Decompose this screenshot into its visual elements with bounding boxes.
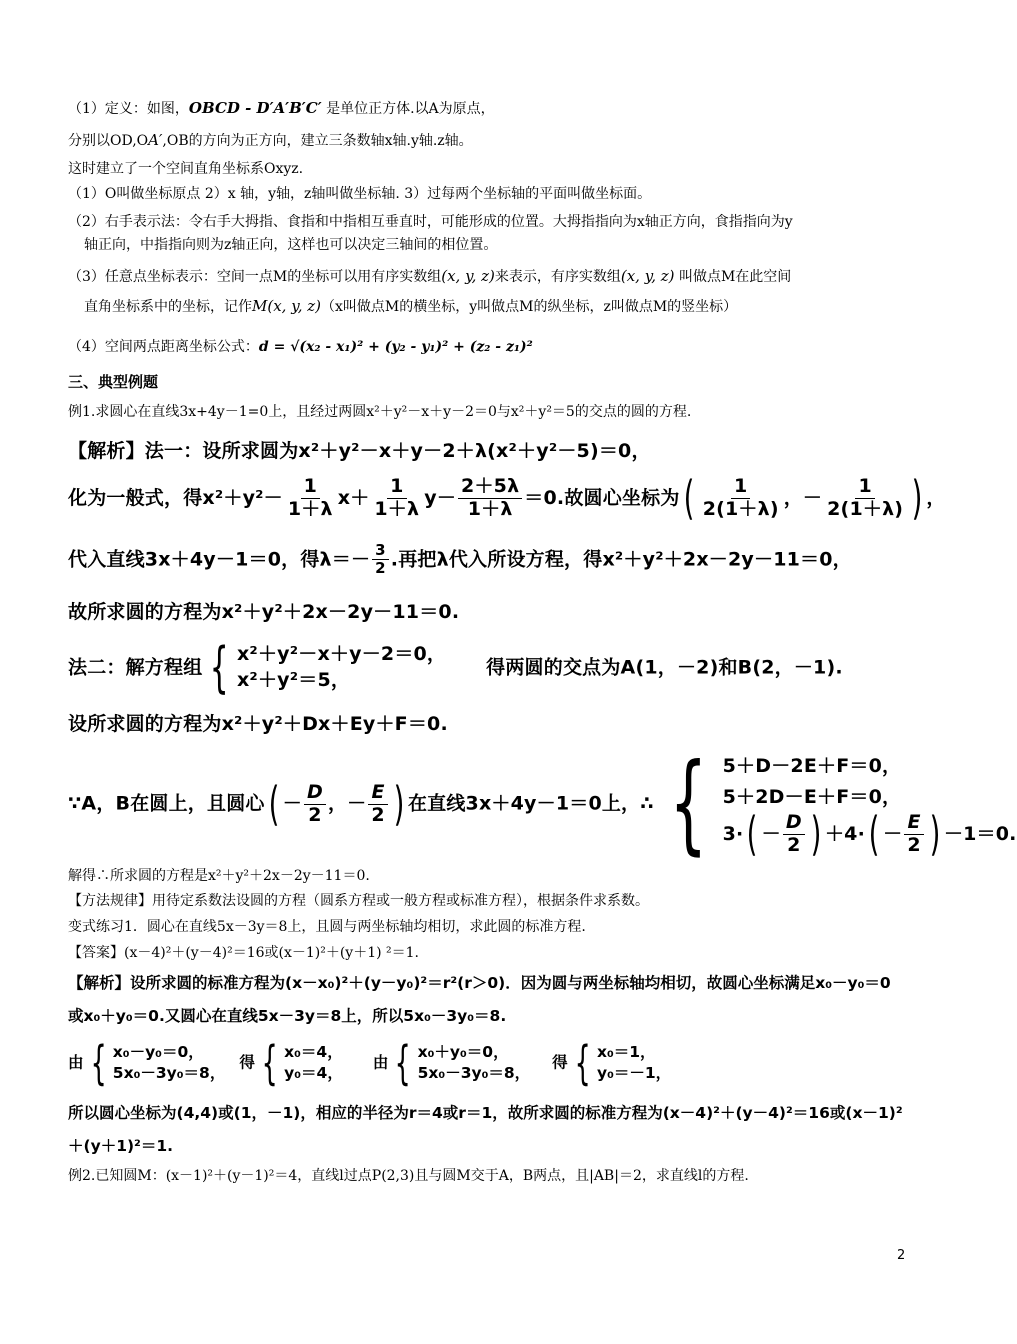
- equation-system: x₀＝1， y₀＝－1，: [596, 1043, 672, 1082]
- equation-system: 5＋D－2E＋F＝0， 5＋2D－E＋F＝0， 3·( － $\frac{D}{2}$ ) ＋4·( － $\frac{E}{2}$ ) －1＝0.: [722, 755, 1017, 862]
- ex1-solution-line-7: ∵A，B在圆上，且圆心( － $\frac{D}{2}$ ，－ $\frac{E}{2}$ ) 在直线3x＋4y－1＝0上，∴ { 5＋D－2E＋F＝0， 5＋2D－E＋F＝0， 3·( － $\frac{D}{2}$ ) ＋4·( － $\frac{E}{2}$ ) －1＝0.: [68, 741, 1017, 866]
- equation-system: x²＋y²－x＋y－2＝0， x²＋y²＝5，: [236, 643, 447, 691]
- example-2-question: 例2.已知圆M：(x－1)²＋(y－1)²＝4，直线l过点P(2,3)且与圆M交于A，B两点，且|AB|＝2，求直线l的方程.: [68, 1168, 749, 1184]
- variant-1-solution-line-2: 或x₀＋y₀＝0.又圆心在直线5x－3y＝8上，所以5x₀－3y₀＝8.: [68, 1007, 507, 1025]
- left-brace: {: [261, 1036, 278, 1090]
- fraction: $\frac{D}{2}$: [304, 782, 326, 827]
- fraction: $\frac{1}{1+\lambda}$: [287, 475, 333, 520]
- definition-line-3: 这时建立了一个空间直角坐标系Oxyz.: [68, 161, 304, 177]
- left-brace: {: [210, 636, 230, 699]
- equation-system: x₀＋y₀＝0， 5x₀－3y₀＝8，: [417, 1043, 531, 1082]
- variant-1-solution-line-3: 所以圆心坐标为(4,4)或(1，－1)，相应的半径为r＝4或r＝1，故所求圆的标准方程为(x－4)²＋(y－4)²＝16或(x－1)²: [68, 1104, 903, 1122]
- ex1-solution-line-1: 【解析】法一：设所求圆为x²＋y²－x＋y－2＋λ(x²＋y²－5)＝0，: [68, 440, 651, 462]
- left-brace: {: [394, 1036, 412, 1090]
- definition-line-4: （1）O叫做坐标原点 2）x 轴，y轴，z轴叫做坐标轴. 3）过每两个坐标轴的平面叫做坐标面。: [68, 186, 652, 202]
- ex1-solution-line-2: 化为一般式，得x²＋y²－ $\frac{1}{1+\lambda}$ x＋ $\frac{1}{1+\lambda}$ y－ $\frac{2+5\lambda}{1+\lambda}$ ＝0.故圆心坐标为( $\frac{1}{2(1+\lambda)}$ ，－ $\frac{1}{2(1+\lambda)}$ ) ，: [68, 471, 946, 526]
- definition-line-6: 轴正向，中指指向则为z轴正向，这样也可以决定三轴间的相位置。: [84, 237, 498, 253]
- ex1-solution-line-3: 代入直线3x＋4y－1＝0，得λ＝－ $\frac{3}{2}$ .再把λ代入所设方程，得x²＋y²＋2x－2y－11＝0，: [68, 541, 852, 578]
- definition-line-2: 分别以OD,OA′,OB的方向为正方向，建立三条数轴x轴.y轴.z轴。: [68, 131, 473, 149]
- definition-line-5: （2）右手表示法：令右手大拇指、食指和中指相互垂直时，可能形成的位置。大拇指指向为x轴正方向，食指指向为y: [68, 214, 793, 230]
- ex1-solution-line-4: 故所求圆的方程为x²＋y²＋2x－2y－11＝0.: [68, 601, 460, 623]
- fraction: $\frac{E}{2}$: [904, 812, 923, 857]
- distance-formula-line: （4）空间两点距离坐标公式：d = √(x₂ - x₁)² + (y₂ - y₁)² + (z₂ - z₁)²: [68, 339, 533, 355]
- page-number: 2: [897, 1248, 906, 1263]
- variant-1-answer: 【答案】(x－4)²＋(y－4)²＝16或(x－1)²＋(y＋1) ²＝1.: [68, 945, 420, 961]
- equation-system: x₀＝4， y₀＝4，: [284, 1043, 343, 1082]
- definition-line-8: 直角坐标系中的坐标，记作M(x, y, z)（x叫做点M的横坐标，y叫做点M的纵坐标，z叫做点M的竖坐标）: [84, 297, 738, 315]
- example-1-question: 例1.求圆心在直线3x+4y－1=0上，且经过两圆x²＋y²－x＋y－2＝0与x²＋y²＝5的交点的圆的方程.: [68, 404, 692, 420]
- equation-system: x₀－y₀＝0， 5x₀－3y₀＝8，: [112, 1043, 226, 1082]
- left-brace: {: [574, 1036, 591, 1090]
- ex1-method-2-line: 法二：解方程组 { x²＋y²－x＋y－2＝0， x²＋y²＝5， 得两圆的交点为A(1，－2)和B(2，－1).: [68, 636, 843, 699]
- cube-notation: OBCD - D′A′B′C′: [188, 99, 322, 117]
- left-brace: {: [669, 741, 708, 866]
- fraction: $\frac{3}{2}$: [372, 542, 389, 578]
- fraction: $\frac{1}{2(1+\lambda)}$: [702, 475, 779, 520]
- method-rule: 【方法规律】用待定系数法设圆的方程（圆系方程或一般方程或标准方程），根据条件求系数。: [68, 893, 649, 909]
- distance-formula: d = √(x₂ - x₁)² + (y₂ - y₁)² + (z₂ - z₁)²: [258, 339, 533, 355]
- variant-1-solution-line-4: ＋(y＋1)²＝1.: [68, 1137, 174, 1155]
- ex1-solution-result: 解得∴所求圆的方程是x²＋y²＋2x－2y－11＝0.: [68, 868, 370, 884]
- variant-1-question: 变式练习1．圆心在直线5x－3y＝8上，且圆与两坐标轴均相切，求此圆的标准方程.: [68, 919, 586, 935]
- section-heading: 三、典型例题: [68, 373, 159, 391]
- definition-line-7: （3）任意点坐标表示：空间一点M的坐标可以用有序实数组(x, y, z)来表示，有序实数组(x, y, z) 叫做点M在此空间: [68, 267, 792, 285]
- ex1-solution-line-6: 设所求圆的方程为x²＋y²＋Dx＋Ey＋F＝0.: [68, 713, 448, 735]
- fraction: $\frac{D}{2}$: [783, 812, 805, 857]
- fraction: $\frac{2+5\lambda}{1+\lambda}$: [458, 476, 522, 521]
- variant-1-solution-line-1: 【解析】设所求圆的标准方程为(x－x₀)²＋(y－y₀)²＝r²(r＞0)．因为圆与两坐标轴均相切，故圆心坐标满足x₀－y₀＝0: [68, 974, 891, 992]
- fraction: $\frac{1}{2(1+\lambda)}$: [827, 475, 904, 520]
- variant-1-systems: 由 { x₀－y₀＝0， 5x₀－3y₀＝8， 得 { x₀＝4， y₀＝4， 由 { x₀＋y₀＝0， 5x₀－3y₀＝8， 得 { x₀＝1， y₀＝－1，: [68, 1036, 672, 1090]
- fraction: $\frac{1}{1+\lambda}$: [374, 475, 420, 520]
- left-brace: {: [90, 1036, 107, 1090]
- definition-line-1: （1）定义：如图，OBCD - D′A′B′C′ 是单位正方体.以A为原点，: [68, 99, 495, 117]
- fraction: $\frac{E}{2}$: [368, 782, 387, 827]
